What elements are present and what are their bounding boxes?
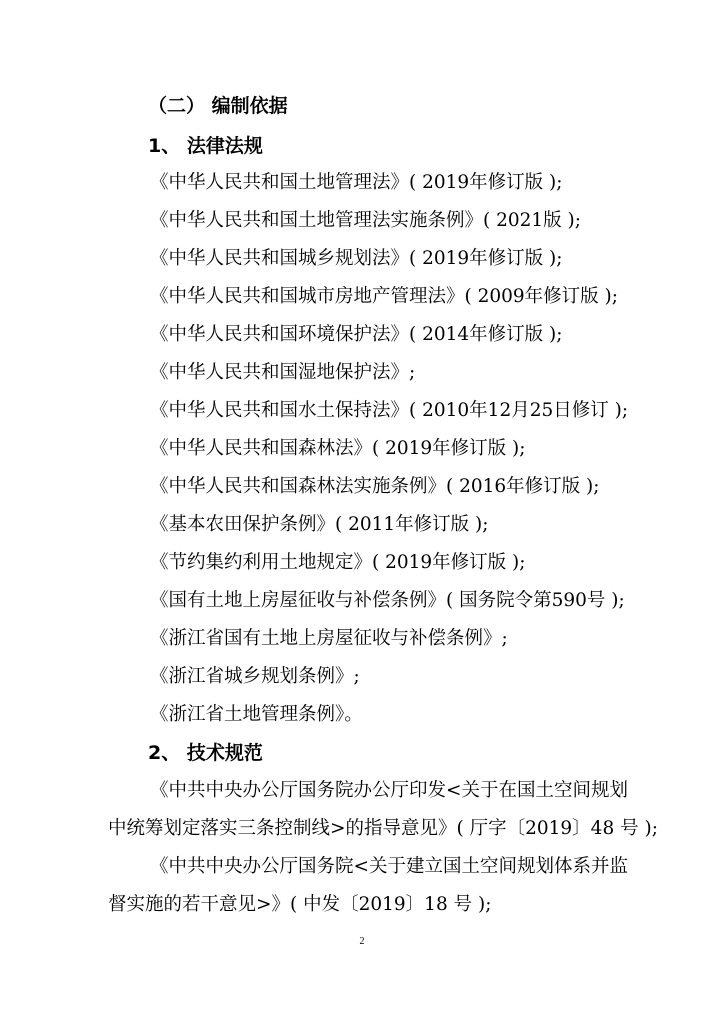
law-item: 《节约集约利用土地规定》( 2019年修订版 );: [150, 552, 526, 573]
law-item: 《中华人民共和国湿地保护法》;: [150, 362, 416, 383]
law-item: 《国有土地上房屋征收与补偿条例》( 国务院令第590号 );: [150, 590, 625, 611]
law-item: 《浙江省土地管理条例》。: [150, 704, 363, 725]
law-item: 《中华人民共和国森林法实施条例》( 2016年修订版 );: [150, 476, 600, 497]
subsection-heading-specs: 2、 技术规范: [148, 742, 263, 764]
law-item: 《中华人民共和国土地管理法实施条例》( 2021版 );: [150, 210, 582, 231]
law-item: 《中华人民共和国环境保护法》( 2014年修订版 );: [150, 324, 563, 345]
page-number: 2: [359, 936, 365, 947]
law-item: 《中华人民共和国城市房地产管理法》( 2009年修订版 );: [150, 286, 619, 307]
law-item: 《中华人民共和国森林法》( 2019年修订版 );: [150, 438, 526, 459]
law-item: 《浙江省国有土地上房屋征收与补偿条例》;: [150, 628, 508, 649]
subsection-heading-laws: 1、 法律法规: [148, 135, 263, 157]
spec-item-line: 《中共中央办公厅国务院办公厅印发<关于在国土空间规划: [150, 780, 629, 801]
spec-item-line: 督实施的若干意见>》( 中发〔2019〕18 号 );: [108, 894, 492, 915]
law-item: 《中华人民共和国土地管理法》( 2019年修订版 );: [150, 172, 563, 193]
spec-item-line: 《中共中央办公厅国务院<关于建立国土空间规划体系并监: [150, 856, 629, 877]
law-item: 《中华人民共和国城乡规划法》( 2019年修订版 );: [150, 248, 563, 269]
law-item: 《浙江省城乡规划条例》;: [150, 666, 360, 687]
section-heading: （二） 编制依据: [148, 95, 288, 117]
law-item: 《中华人民共和国水土保持法》( 2010年12月25日修订 );: [150, 400, 629, 421]
spec-item-line: 中统筹划定落实三条控制线>的指导意见》( 厅字〔2019〕48 号 );: [108, 818, 658, 839]
law-item: 《基本农田保护条例》( 2011年修订版 );: [150, 514, 489, 535]
